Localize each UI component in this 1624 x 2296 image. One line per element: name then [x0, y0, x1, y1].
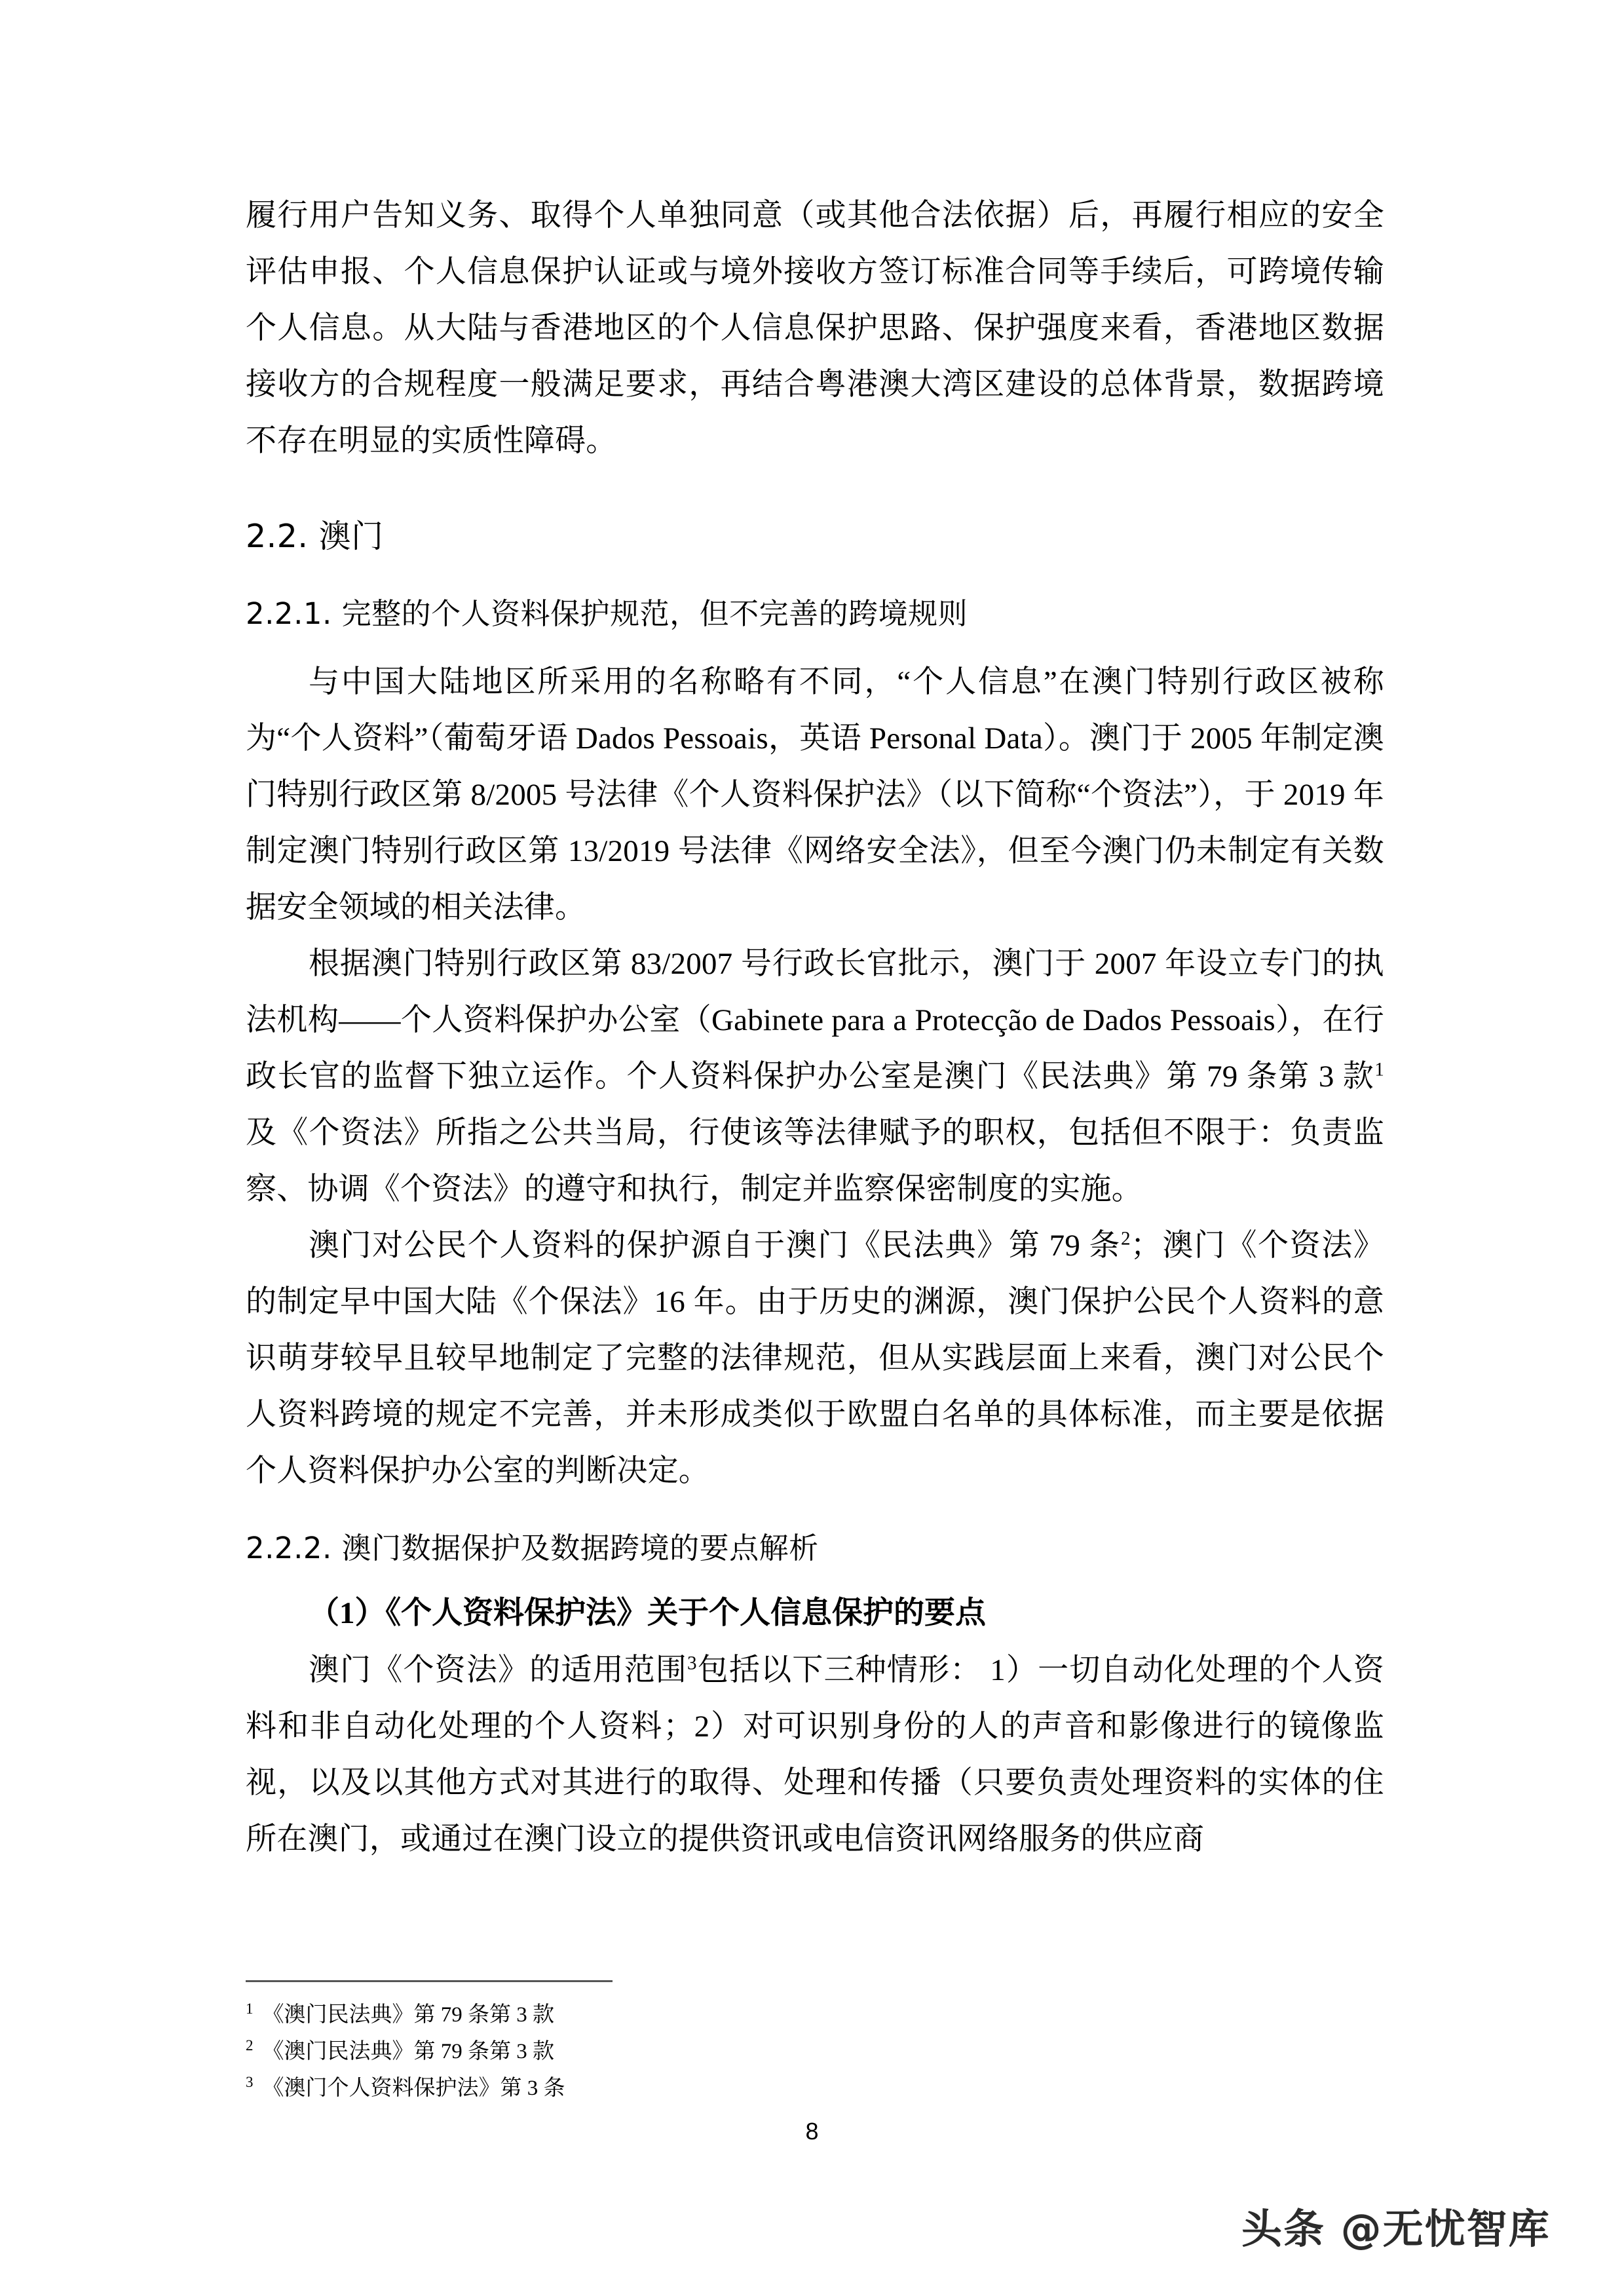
footnote-area	[246, 1980, 1384, 2107]
footnote-item	[246, 2070, 1384, 2107]
paragraph-intro: 履行用户告知义务、取得个人单独同意（或其他合法依据）后，再履行相应的安全评估申报、个人信息保护认证或与境外接收方签订标准合同等手续后，可跨境传输个人信息。从大陆与香港地区的个人信息保护思路、保护强度来看，香港地区数据接收方的合规程度一般满足要求，再结合粤港澳大湾区建设的总体背景，数据跨境不存在明显的实质性障碍。	[246, 199, 1384, 458]
paragraph-text-part: 澳门对公民个人资料的保护源自于澳门《民法典》第 79 条	[309, 1229, 1121, 1263]
heading-item-1: （1）《个人资料保护法》关于个人信息保护的要点	[309, 1596, 986, 1630]
page-number: 8	[805, 2118, 819, 2145]
footnote-text: 《澳门民法典》第 79 条第 3 款	[262, 2003, 554, 2027]
heading-section-2-2-2: 2.2.2. 澳门数据保护及数据跨境的要点解析	[246, 1531, 819, 1565]
paragraph-text-part: 包括以下三种情形： 1）一切自动化处理的个人资料和非自动化处理的个人资料；2）对可识别身份的人的声音和影像进行的镜像监视，以及以其他方式对其进行的取得、处理和传播（只要负责处理资料的实体的住所在澳门，或通过在澳门设立的提供资讯或电信资讯网络服务的供应商	[246, 1653, 1384, 1856]
footnote-number: 2	[246, 2037, 254, 2054]
footnote-text: 《澳门民法典》第 79 条第 3 款	[262, 2040, 554, 2063]
paragraph-text-part: ；澳门《个资法》的制定早中国大陆《个保法》16 年。由于历史的渊源，澳门保护公民个人资料的意识萌芽较早且较早地制定了完整的法律规范，但从实践层面上来看，澳门对公民个人资料跨境的规定不完善，并未形成类似于欧盟白名单的具体标准，而主要是依据个人资料保护办公室的判断决定。	[246, 1229, 1384, 1488]
heading-section-2-2: 2.2. 澳门	[246, 518, 384, 555]
spacer	[246, 561, 1384, 591]
spacer	[246, 637, 1384, 654]
footnote-marker-3: 3	[687, 1653, 697, 1674]
spacer	[246, 1571, 1384, 1588]
footnote-number: 1	[246, 2000, 254, 2017]
watermark-logo: 头条 @无忧智库	[1241, 2205, 1551, 2253]
heading-section-2-2-1: 2.2.1. 完整的个人资料保护规范，但不完善的跨境规则	[246, 596, 968, 631]
paragraph-gpdp-establishment	[246, 936, 1384, 1217]
paragraph-text-part: 澳门《个资法》的适用范围	[309, 1653, 688, 1687]
footnote-item	[246, 1997, 1384, 2033]
paragraph-protection-origin	[246, 1217, 1384, 1499]
footnote-item	[246, 2033, 1384, 2070]
paragraph-macau-naming: 与中国大陆地区所采用的名称略有不同，“个人信息”在澳门特别行政区被称为“个人资料”（葡萄牙语 Dados Pessoais，英语 Personal Data）。澳门于 2005 年制定澳门特别行政区第 8/2005 号法律《个人资料保护法》（以下简称“个资法”），于 2019 年制定澳门特别行政区第 13/2019 号法律《网络安全法》，但至今澳门仍未制定有关数据安全领域的相关法律。	[246, 665, 1384, 925]
page-content	[246, 187, 1384, 1867]
footnote-marker-1: 1	[1374, 1059, 1384, 1081]
paragraph-text-part: 根据澳门特别行政区第 83/2007 号行政长官批示，澳门于 2007 年设立专门的执法机构——个人资料保护办公室（Gabinete para a Protecção de Dados Pessoais），在行政长官的监督下独立运作。个人资料保护办公室是澳门《民法典》第 79 条第 3 款	[246, 947, 1384, 1094]
footnote-text: 《澳门个人资料保护法》第 3 条	[262, 2076, 565, 2100]
spacer	[246, 1499, 1384, 1525]
spacer	[246, 469, 1384, 512]
paragraph-scope-of-application	[246, 1642, 1384, 1867]
footnote-separator-rule	[246, 1980, 613, 1982]
paragraph-text-part: 及《个资法》所指之公共当局，行使该等法律赋予的职权，包括但不限于：负责监察、协调《个资法》的遵守和执行，制定并监察保密制度的实施。	[246, 1116, 1384, 1206]
footnote-number: 3	[246, 2074, 254, 2090]
footnote-marker-2: 2	[1120, 1228, 1131, 1250]
